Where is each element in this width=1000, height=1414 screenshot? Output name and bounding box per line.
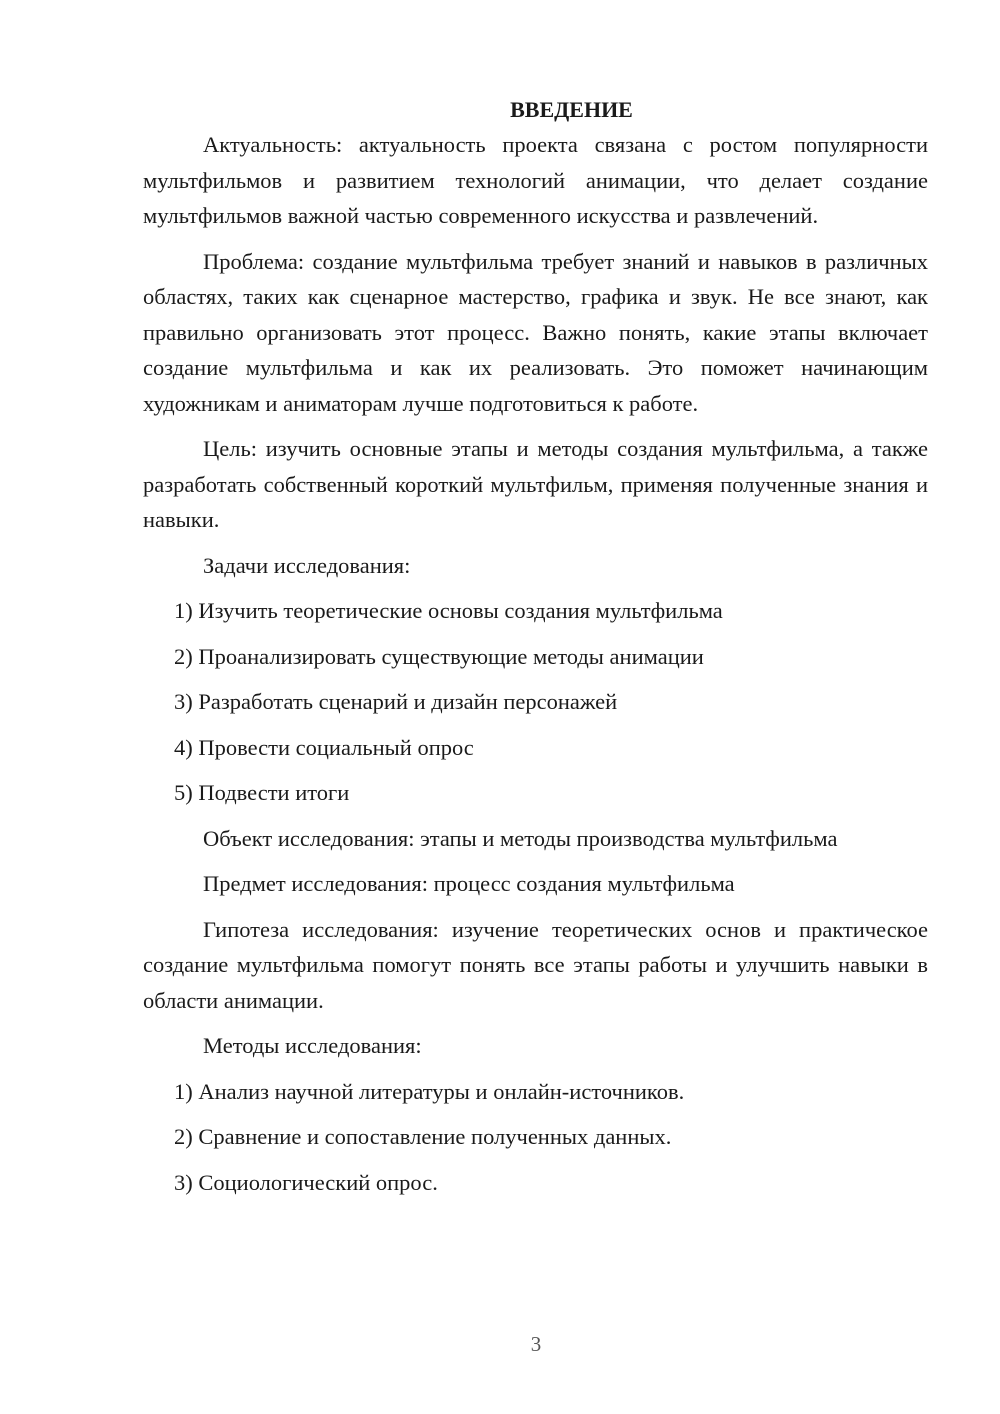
page-content: [143, 92, 928, 1210]
task-item-4: 4) Провести социальный опрос: [174, 734, 474, 760]
method-item-3: 3) Социологический опрос.: [174, 1169, 438, 1195]
section-title: ВВЕДЕНИЕ: [510, 97, 633, 122]
tasks-heading: Задачи исследования:: [203, 552, 411, 578]
task-item-1: 1) Изучить теоретические основы создания мультфильма: [174, 598, 723, 623]
object-paragraph: Объект исследования: этапы и методы производства мультфильма: [203, 825, 838, 851]
problem-paragraph: Проблема: создание мультфильма требует знаний и навыков в различных областях, таких как сценарное мастерство, графика и звук. Не все знают, как правильно организовать этот процесс. Важно понять, какие этапы включает создание мультфильма и как их реализовать. Это поможет начинающим художникам и аниматорам лучше подготовиться к работе.: [143, 248, 928, 416]
methods-heading: Методы исследования:: [203, 1033, 422, 1058]
goal-paragraph: Цель: изучить основные этапы и методы создания мультфильма, а также разработать собственный короткий мультфильм, применяя полученные знания и навыки.: [143, 436, 928, 532]
subject-paragraph: Предмет исследования: процесс создания мультфильма: [203, 871, 735, 896]
page-number: 3: [530, 1332, 542, 1356]
hypothesis-paragraph: Гипотеза исследования: изучение теоретических основ и практическое создание мультфильма помогут понять все этапы работы и улучшить навыки в области анимации.: [143, 916, 928, 1013]
relevance-paragraph: Актуальность: актуальность проекта связана с ростом популярности мультфильмов и развитием технологий анимации, что делает создание мультфильмов важной частью современного искусства и развлечений.: [143, 132, 928, 228]
task-item-2: 2) Проанализировать существующие методы анимации: [174, 643, 704, 669]
task-item-5: 5) Подвести итоги: [174, 780, 350, 805]
task-item-3: 3) Разработать сценарий и дизайн персонажей: [174, 689, 618, 714]
method-item-2: 2) Сравнение и сопоставление полученных данных.: [174, 1124, 672, 1149]
method-item-1: 1) Анализ научной литературы и онлайн-источников.: [174, 1078, 685, 1104]
